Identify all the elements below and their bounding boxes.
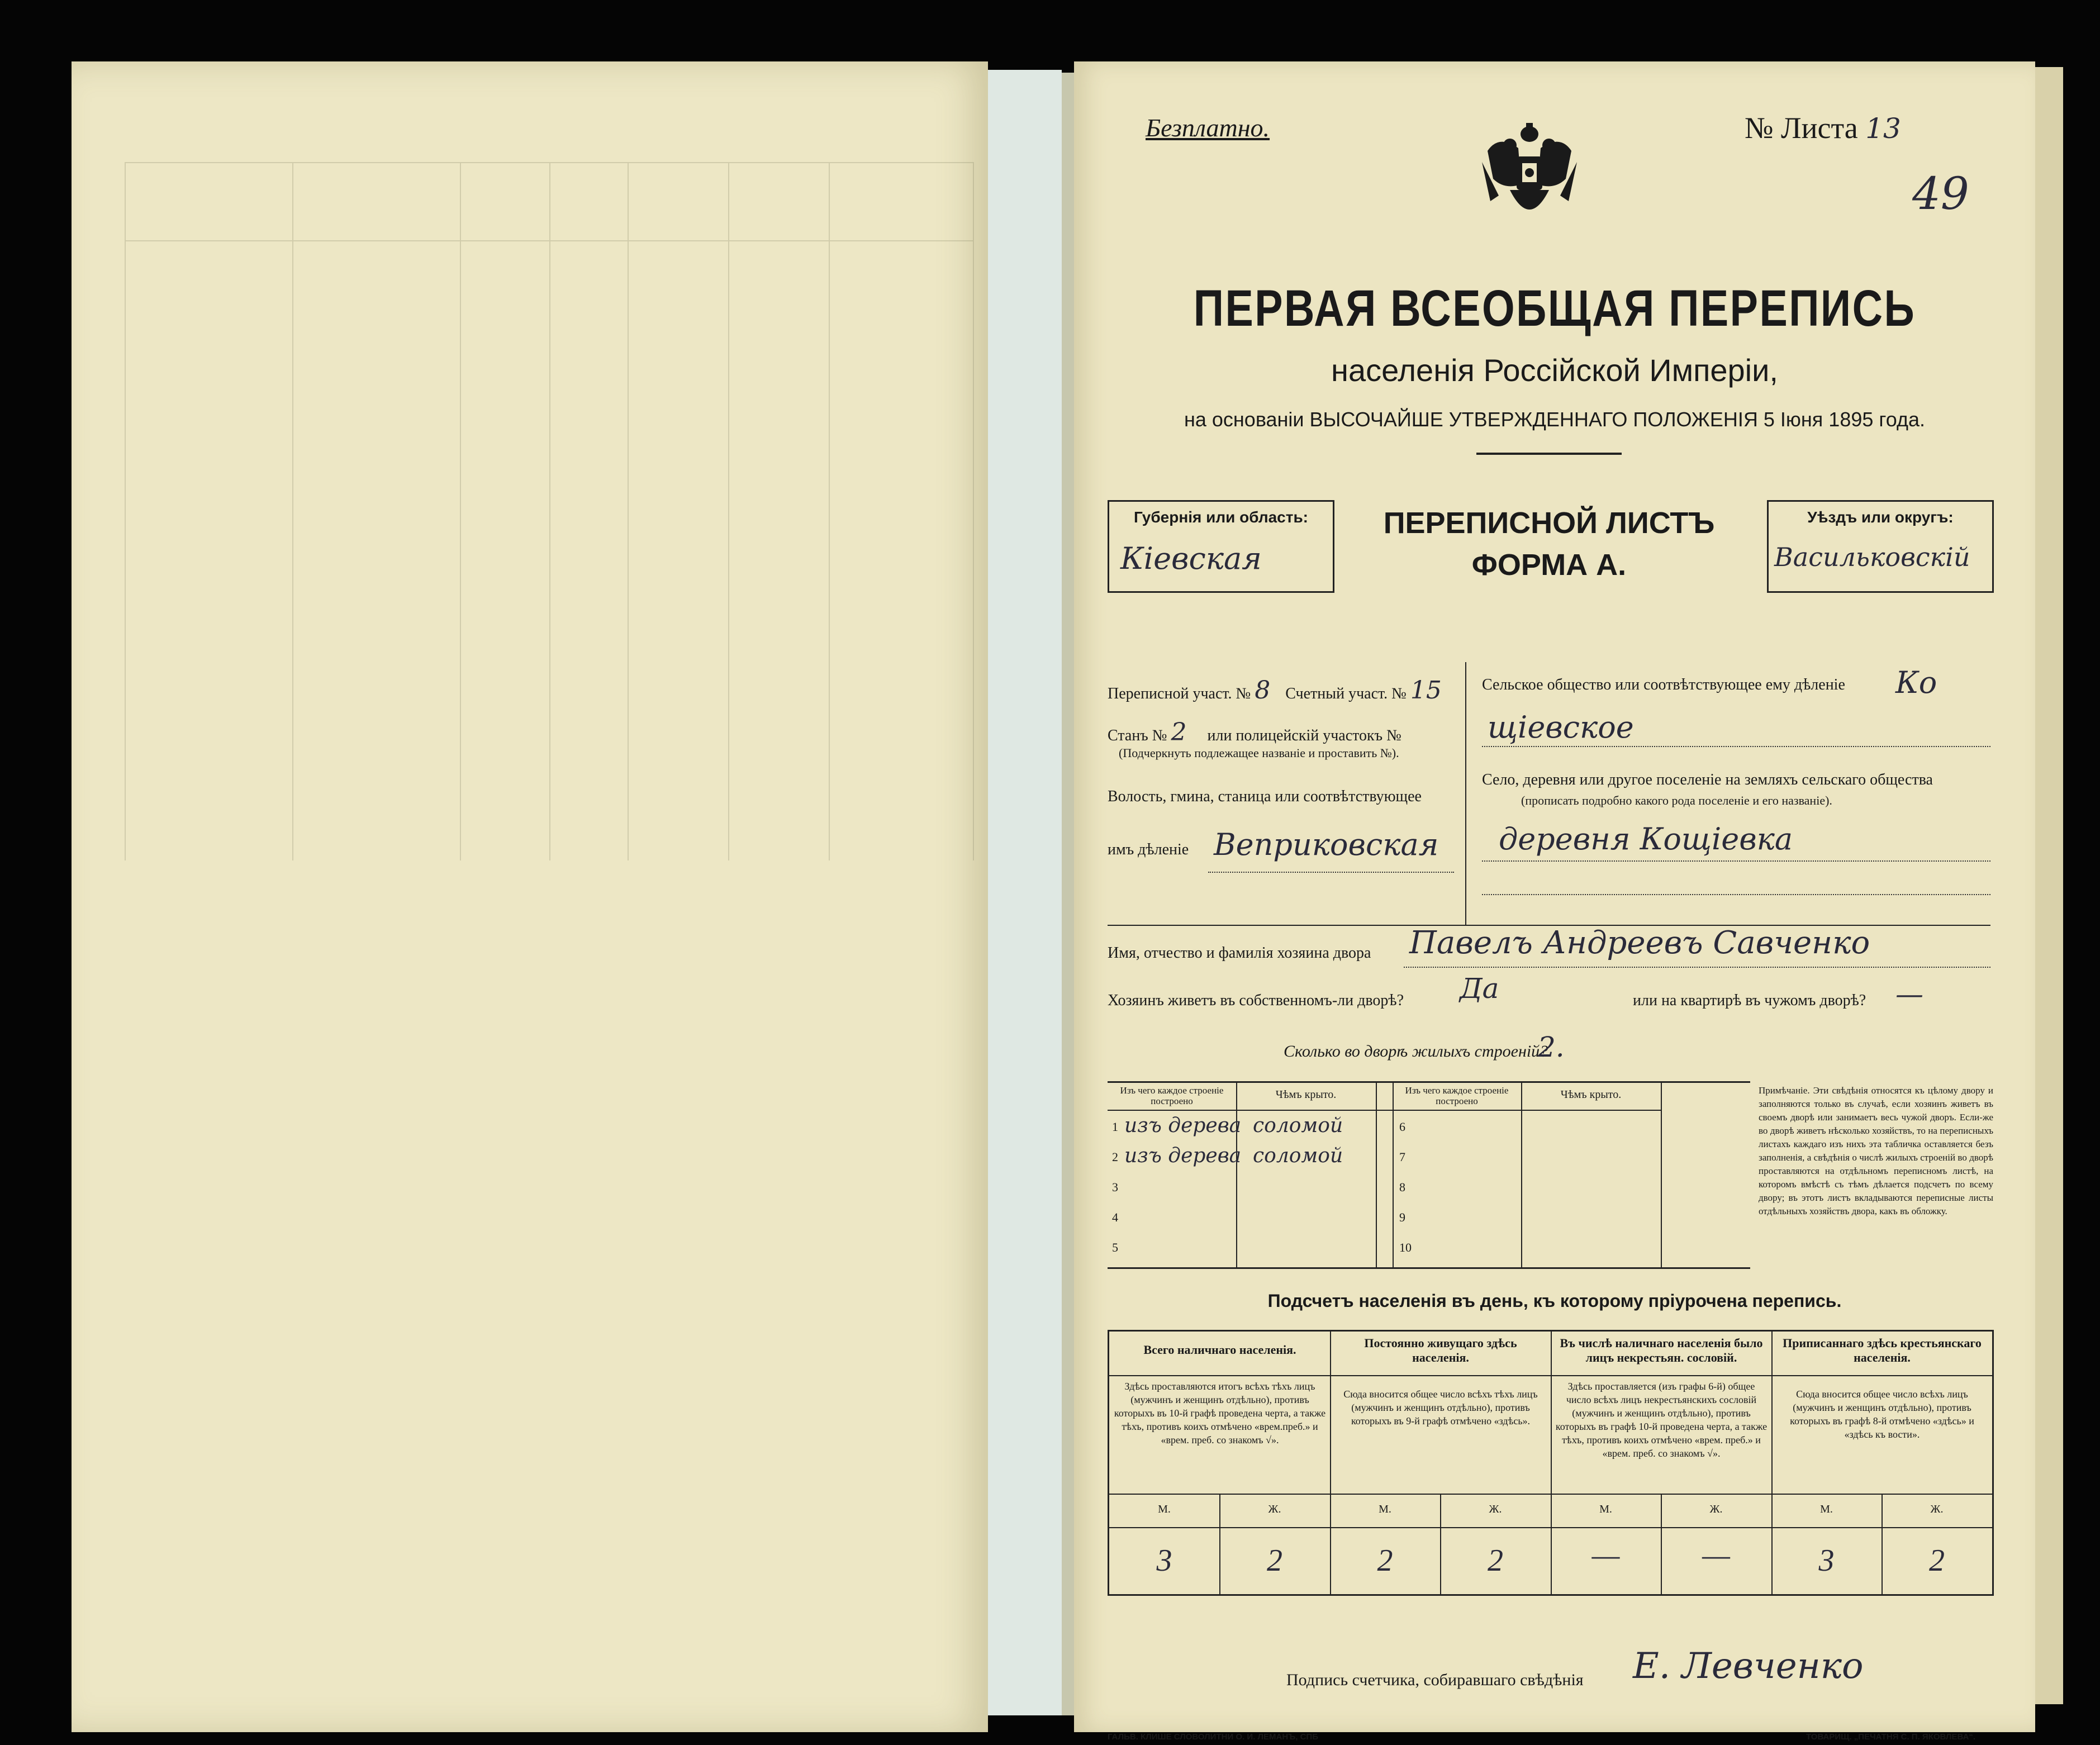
volost-label: Волость, гмина, станица или соотвѣтствующее <box>1108 788 1422 805</box>
non-peasant-male-value: — <box>1591 1538 1620 1572</box>
table-row: 5 <box>1112 1240 1118 1254</box>
province-box: Губернія или область: Кіевская <box>1108 500 1334 593</box>
pop-head-permanent: Постоянно живущаго здѣсь населенія. <box>1364 1336 1517 1364</box>
page-subtitle: населенія Россійской Имперіи, <box>1331 353 1778 388</box>
registered-male-value: 3 <box>1818 1543 1835 1578</box>
total-female-value: 2 <box>1267 1543 1282 1578</box>
legal-basis: на основаніи ВЫСОЧАЙШЕ УТВЕРЖДЕННАГО ПОЛОЖЕНІЯ 5 Іюня 1895 года. <box>1184 408 1925 431</box>
table-row: 4 <box>1112 1210 1118 1224</box>
sheet-number-value: 13 <box>1865 112 1901 145</box>
counter-signature: Е. Левченко <box>1633 1646 1864 1687</box>
f-label: Ж. <box>1930 1503 1944 1515</box>
m-label: М. <box>1599 1503 1612 1515</box>
society-value-1: Ко <box>1895 665 1937 700</box>
form-name: ФОРМА А. <box>1471 548 1627 582</box>
binding-strip <box>988 70 1062 1715</box>
row-number: 6 <box>1399 1120 1405 1134</box>
pop-head-non-peasant: Въ числѣ наличнаго населенія было лицъ некрестьян. сословій. <box>1560 1336 1763 1364</box>
registered-female-value: 2 <box>1929 1543 1945 1578</box>
table-row: 1 изъ дерева соломой <box>1112 1114 1343 1137</box>
pop-head-registered: Приписаннаго здѣсь крестьянскаго населенія. <box>1783 1336 1982 1364</box>
society-value-2: щіевское <box>1488 710 1634 745</box>
district-value: Васильковскій <box>1774 542 1970 572</box>
printer-imprint-right: ТОВАРИЩ. „ПЕЧАТНЯ С. П. ЯКОВЛЕВА“. <box>1806 1732 1976 1742</box>
m-label: М. <box>1158 1503 1171 1515</box>
permanent-female-value: 2 <box>1488 1543 1503 1578</box>
rent-value: — <box>1895 978 1923 1010</box>
sheet-number-label: № Листа 13 <box>1745 111 1901 145</box>
permanent-male-value: 2 <box>1377 1543 1393 1578</box>
volost-label-2: имъ дѣленіе <box>1108 841 1189 858</box>
province-value: Кіевская <box>1120 541 1262 576</box>
field-divider <box>1465 662 1466 925</box>
own-yard-value: Да <box>1460 972 1499 1005</box>
pop-desc-non-peasant: Здѣсь проставляется (изъ графы 6-й) общее число всѣхъ лицъ некрестьянскихъ сословій (мужчинъ и женщинъ отдѣльно), противъ которыхъ въ графѣ 10-й проведена черта, а также тѣхъ, противъ коихъ отмѣчено «врем. преб.» и «врем. преб. со знакомъ √». <box>1555 1381 1768 1459</box>
pop-desc-permanent: Сюда вносится общее число всѣхъ тѣхъ лицъ (мужчинъ и женщинъ отдѣльно), противъ которыхъ въ 9-й графѣ отмѣчено «здѣсь». <box>1343 1389 1538 1427</box>
buildings-table <box>1108 1081 1750 1269</box>
pop-head-total: Всего наличнаго населенія. <box>1143 1343 1296 1357</box>
pop-desc-total: Здѣсь проставляются итогъ всѣхъ тѣхъ лицъ (мужчинъ и женщинъ отдѣльно), противъ которыхъ въ 10-й графѣ проведена черта, а также тѣхъ, противъ коихъ отмѣчено «врем.преб.» и «врем. преб. со знакомъ √». <box>1114 1381 1326 1446</box>
village-label: Село, деревня или другое поселеніе на земляхъ сельскаго общества <box>1482 771 1933 788</box>
non-peasant-female-value: — <box>1702 1538 1730 1572</box>
page-edge <box>2035 67 2063 1704</box>
rent-label: или на квартирѣ въ чужомъ дворѣ? <box>1633 992 1866 1009</box>
m-label: М. <box>1820 1503 1833 1515</box>
village-value: деревня Кощіевка <box>1499 821 1793 857</box>
society-label: Сельское общество или соотвѣтствующее ему дѣленіе <box>1482 676 1845 693</box>
row-number: 10 <box>1399 1240 1412 1254</box>
underline-note: (Подчеркнуть подлежащее названіе и проставить №). <box>1119 746 1399 760</box>
table-row: 3 <box>1112 1180 1118 1194</box>
page-title: ПЕРВАЯ ВСЕОБЩАЯ ПЕРЕПИСЬ <box>1193 280 1916 337</box>
col-roof-right: Чѣмъ крыто. <box>1560 1088 1622 1101</box>
signature-label: Подпись счетчика, собиравшаго свѣдѣнія <box>1286 1671 1584 1689</box>
f-label: Ж. <box>1709 1503 1723 1515</box>
m-label: М. <box>1379 1503 1391 1515</box>
row-number: 7 <box>1399 1150 1405 1164</box>
row-number: 9 <box>1399 1210 1405 1224</box>
col-material-left: Изъ чего каждое строеніе построено <box>1120 1085 1224 1106</box>
table-row: 2 изъ дерева соломой <box>1112 1144 1343 1167</box>
printer-imprint-left: ГАЛЬВ. КЛИШЕ СЛОВОЛИТНИ О. И. ЛЕМАНЪ, СПБ <box>1108 1732 1318 1742</box>
col-material-right: Изъ чего каждое строеніе построено <box>1405 1085 1509 1106</box>
population-title: Подсчетъ населенія въ день, къ которому пріурочена перепись. <box>1267 1291 1842 1311</box>
village-note: (прописать подробно какого рода поселеніе и его названіе). <box>1521 793 1832 807</box>
f-label: Ж. <box>1268 1503 1281 1515</box>
buildings-note: Примѣчаніе. Эти свѣдѣнія относятся къ цѣлому двору и заполняются только въ случаѣ, если хозяинъ живетъ въ своемъ дворѣ или занимаетъ весь чужой дворъ. Если-же во дворѣ живетъ нѣсколько хозяйствъ, то на переписныхъ листахъ каждаго изъ нихъ эта табличка оставляется безъ заполненія, а свѣдѣнія о числѣ жилыхъ строеній во дворѣ проставляются на отдѣльномъ переписномъ листѣ, на которомъ вмѣстѣ съ тѣмъ дѣлается подсчетъ по всему двору; въ этотъ листъ вкладываются переписные листы отдѣльныхъ хозяйствъ двора, какъ въ обложку. <box>1759 1085 1993 1216</box>
stan-field: Станъ № 2 или полицейскій участокъ № <box>1108 718 1401 747</box>
population-table <box>1108 1330 1994 1596</box>
buildings-label: Сколько во дворѣ жилыхъ строеній? <box>1284 1042 1548 1061</box>
col-roof-left: Чѣмъ крыто. <box>1275 1088 1337 1101</box>
left-page <box>72 61 988 1732</box>
owner-label: Имя, отчество и фамилія хозяина двора <box>1108 944 1371 962</box>
row-number: 8 <box>1399 1180 1405 1194</box>
page-number: 49 <box>1912 168 1969 220</box>
free-label: Безплатно. <box>1146 113 1270 142</box>
double-headed-eagle-emblem <box>1476 117 1583 235</box>
buildings-value: 2. <box>1538 1031 1565 1063</box>
ornament-divider <box>1476 453 1622 455</box>
owner-value: Павелъ Андреевъ Савченко <box>1409 925 1870 961</box>
pop-desc-registered: Сюда вносится общее число всѣхъ лицъ (мужчинъ и женщинъ отдѣльно), противъ которыхъ въ графѣ 8-й отмѣчено «здѣсь» и «здѣсь къ вости». <box>1790 1389 1974 1440</box>
form-title: ПЕРЕПИСНОЙ ЛИСТЪ <box>1383 506 1715 540</box>
bleed-through-grid <box>125 162 974 860</box>
own-yard-label: Хозяинъ живетъ въ собственномъ-ли дворѣ? <box>1108 992 1404 1009</box>
total-male-value: 3 <box>1156 1543 1172 1578</box>
f-label: Ж. <box>1489 1503 1502 1515</box>
census-form-page <box>1074 61 2035 1742</box>
district-box: Уѣздъ или округъ: Васильковскій <box>1767 500 1994 593</box>
binding-edge <box>1062 73 1074 1715</box>
volost-value: Веприковская <box>1214 827 1439 862</box>
census-area-field: Переписной участ. № 8 Счетный участ. № 15 <box>1108 676 1442 705</box>
